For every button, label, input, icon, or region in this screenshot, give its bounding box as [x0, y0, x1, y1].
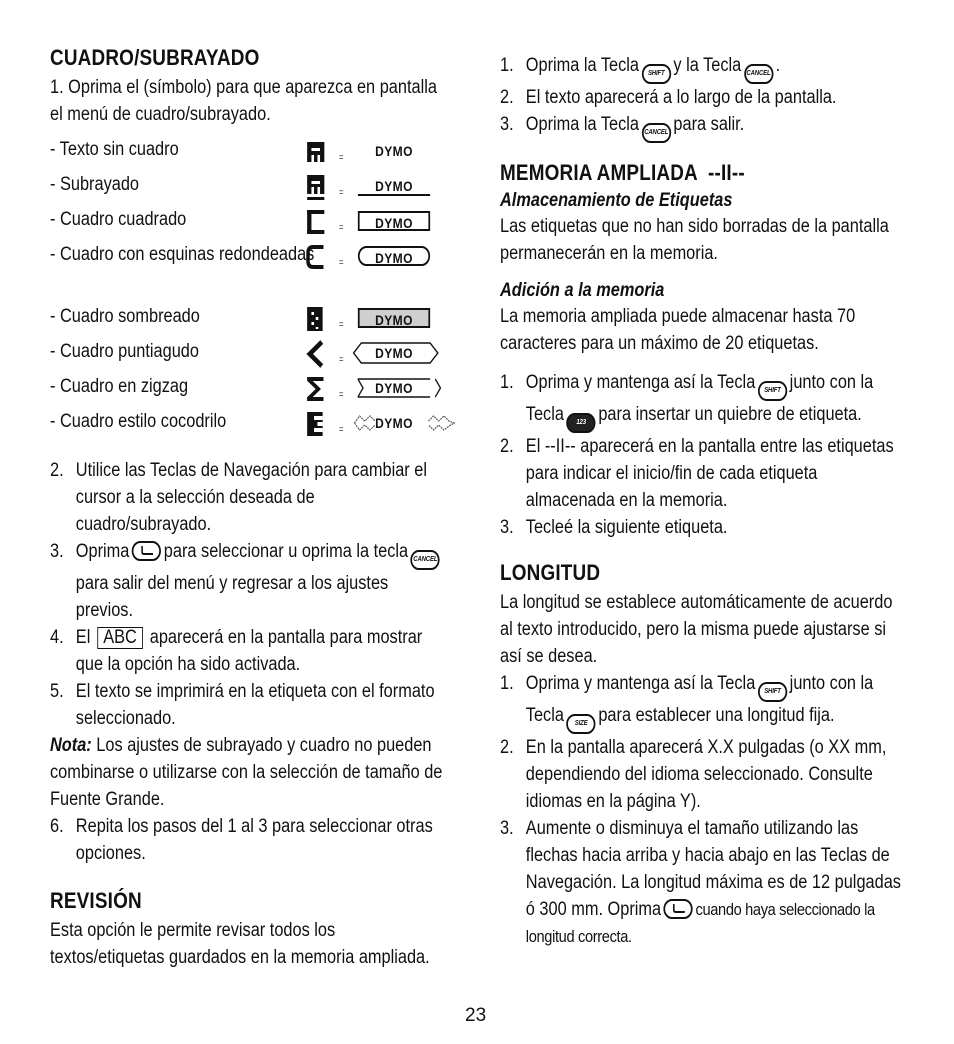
frame-row-underline [50, 171, 446, 206]
cancel-key-icon: CANCEL [744, 64, 773, 84]
adicion-title: Adición a la memoria [500, 280, 665, 301]
list-item: 2. Utilice las Teclas de Navegación para cambiar el cursor a la selección deseada de cuadro/subrayado. [50, 460, 427, 535]
longitud-title: LONGITUD [500, 560, 601, 585]
square-frame-icon [305, 208, 329, 236]
eq-mark: = [338, 257, 344, 267]
list-item: 6. Repita los pasos del 1 al 3 para seleccionar otras opciones. [50, 816, 433, 864]
underline-frame-icon [305, 173, 329, 201]
shift-key-icon: SHIFT [642, 64, 671, 84]
almacen-text: Las etiquetas que no han sido borradas de la pantalla permanecerán en la memoria. [500, 216, 889, 264]
eq-mark: = [338, 152, 344, 162]
frame-row-shaded [50, 303, 446, 338]
eq-mark: = [338, 424, 344, 434]
list-item: 1. Oprima y mantenga así la Tecla SHIFT junto con la Tecla 123 para insertar un quiebre de etiqueta. [500, 369, 904, 433]
cancel-key-icon: CANCEL [642, 123, 671, 143]
enter-key-icon [664, 899, 693, 919]
frame-label: - Cuadro cuadrado [50, 209, 187, 230]
label-break-key-icon: 123 [567, 413, 596, 433]
note: Nota: Los ajustes de subrayado y cuadro no pueden combinarse o utilizarse con la selección de tamaño de Fuente Grande. [50, 735, 443, 810]
page-number: 23 [465, 1005, 487, 1026]
frame-sample: DYMO [375, 345, 413, 361]
frame-row-crocodile [50, 408, 446, 443]
frame-row-pointed [50, 338, 446, 373]
longitud-steps [500, 670, 904, 950]
revision-steps [500, 52, 904, 143]
size-key-icon: SIZE [567, 714, 596, 734]
frame-label: - Cuadro con esquinas redondeadas [50, 244, 315, 265]
rounded-frame-icon [305, 243, 329, 271]
cuadro-title: CUADRO/SUBRAYADO [50, 45, 260, 70]
crocodile-frame-icon [305, 410, 329, 438]
list-item: 3. Oprima la Tecla CANCEL para salir. [500, 111, 904, 143]
list-item: 1. Oprima y mantenga así la Tecla SHIFT junto con la Tecla SIZE para establecer una longitud fija. [500, 670, 904, 734]
cancel-key-icon: CANCEL [411, 550, 440, 570]
shift-key-icon: SHIFT [758, 682, 787, 702]
frame-label: - Cuadro en zigzag [50, 376, 189, 397]
plain-frame-icon [305, 138, 329, 166]
adicion-text: La memoria ampliada puede almacenar hasta 70 caracteres para un máximo de 20 etiquetas. [500, 306, 856, 354]
frame-sample: DYMO [358, 211, 430, 231]
right-column [500, 52, 904, 950]
frame-label: - Cuadro puntiagudo [50, 341, 199, 362]
frame-sample: DYMO [375, 143, 413, 159]
list-item: 3. Aumente o disminuya el tamaño utilizando las flechas hacia arriba y hacia abajo en las Teclas de Navegación. La longitud máxima es de 12 pulgadas ó 300 mm. Oprima cuando haya seleccionado la longitud correcta. [500, 818, 901, 946]
frame-sample: DYMO [358, 246, 430, 266]
frame-label: - Subrayado [50, 174, 140, 195]
zigzag-frame-icon [305, 375, 329, 403]
shaded-frame-icon [305, 305, 329, 333]
frame-label: - Cuadro sombreado [50, 306, 200, 327]
frame-sample: DYMO [375, 380, 413, 396]
eq-mark: = [338, 389, 344, 399]
list-item: 4. El ABC aparecerá en la pantalla para mostrar que la opción ha sido activada. [50, 627, 423, 675]
frame-label: - Texto sin cuadro [50, 139, 179, 160]
memoria-title: MEMORIA AMPLIADA --II-- [500, 160, 745, 185]
almacen-title: Almacenamiento de Etiquetas [500, 190, 733, 211]
revision-text: Esta opción le permite revisar todos los textos/etiquetas guardados en la memoria ampliada. [50, 920, 430, 968]
frame-row-zigzag [50, 373, 446, 408]
cuadro-intro: 1. Oprima el (símbolo) para que aparezca en pantalla el menú de cuadro/subrayado. [50, 77, 437, 125]
frame-list [50, 136, 446, 443]
eq-mark: = [338, 187, 344, 197]
cuadro-steps-end [50, 813, 446, 867]
frame-sample: DYMO [358, 308, 430, 328]
list-item: 2. El --II-- aparecerá en la pantalla entre las etiquetas para indicar el inicio/fin de cada etiqueta almacenada en la memoria. [500, 436, 894, 511]
list-item: 5. El texto se imprimirá en la etiqueta con el formato seleccionado. [50, 681, 435, 729]
eq-mark: = [338, 354, 344, 364]
abc-indicator: ABC [97, 627, 143, 649]
shift-key-icon: SHIFT [758, 381, 787, 401]
enter-key-icon [132, 541, 161, 561]
frame-row-rounded [50, 241, 446, 303]
frame-label: - Cuadro estilo cocodrilo [50, 411, 227, 432]
memoria-steps [500, 369, 904, 541]
eq-mark: = [338, 222, 344, 232]
longitud-text: La longitud se establece automáticamente de acuerdo al texto introducido, pero la misma puede ajustarse si así se desea. [500, 592, 893, 667]
list-item: 2. El texto aparecerá a lo largo de la pantalla. [500, 87, 837, 108]
frame-sample: DYMO [375, 415, 413, 431]
list-item: 2. En la pantalla aparecerá X.X pulgadas (o XX mm, dependiendo del idioma seleccionado. Consulte idiomas en la página Y). [500, 737, 887, 812]
left-column [50, 44, 446, 971]
list-item: 3. Oprima para seleccionar u oprima la tecla CANCELpara salir del menú y regresar a los ajustes previos. [50, 538, 446, 624]
frame-row-square [50, 206, 446, 241]
pointed-frame-icon [305, 340, 329, 368]
eq-mark: = [338, 319, 344, 329]
list-item: 3. Tecleé la siguiente etiqueta. [500, 517, 728, 538]
revision-title: REVISIÓN [50, 888, 142, 913]
cuadro-steps [50, 457, 446, 732]
frame-sample: DYMO [358, 176, 430, 196]
list-item: 1. Oprima la Tecla SHIFT y la Tecla CANCEL . [500, 52, 904, 84]
frame-row-plain [50, 136, 446, 171]
